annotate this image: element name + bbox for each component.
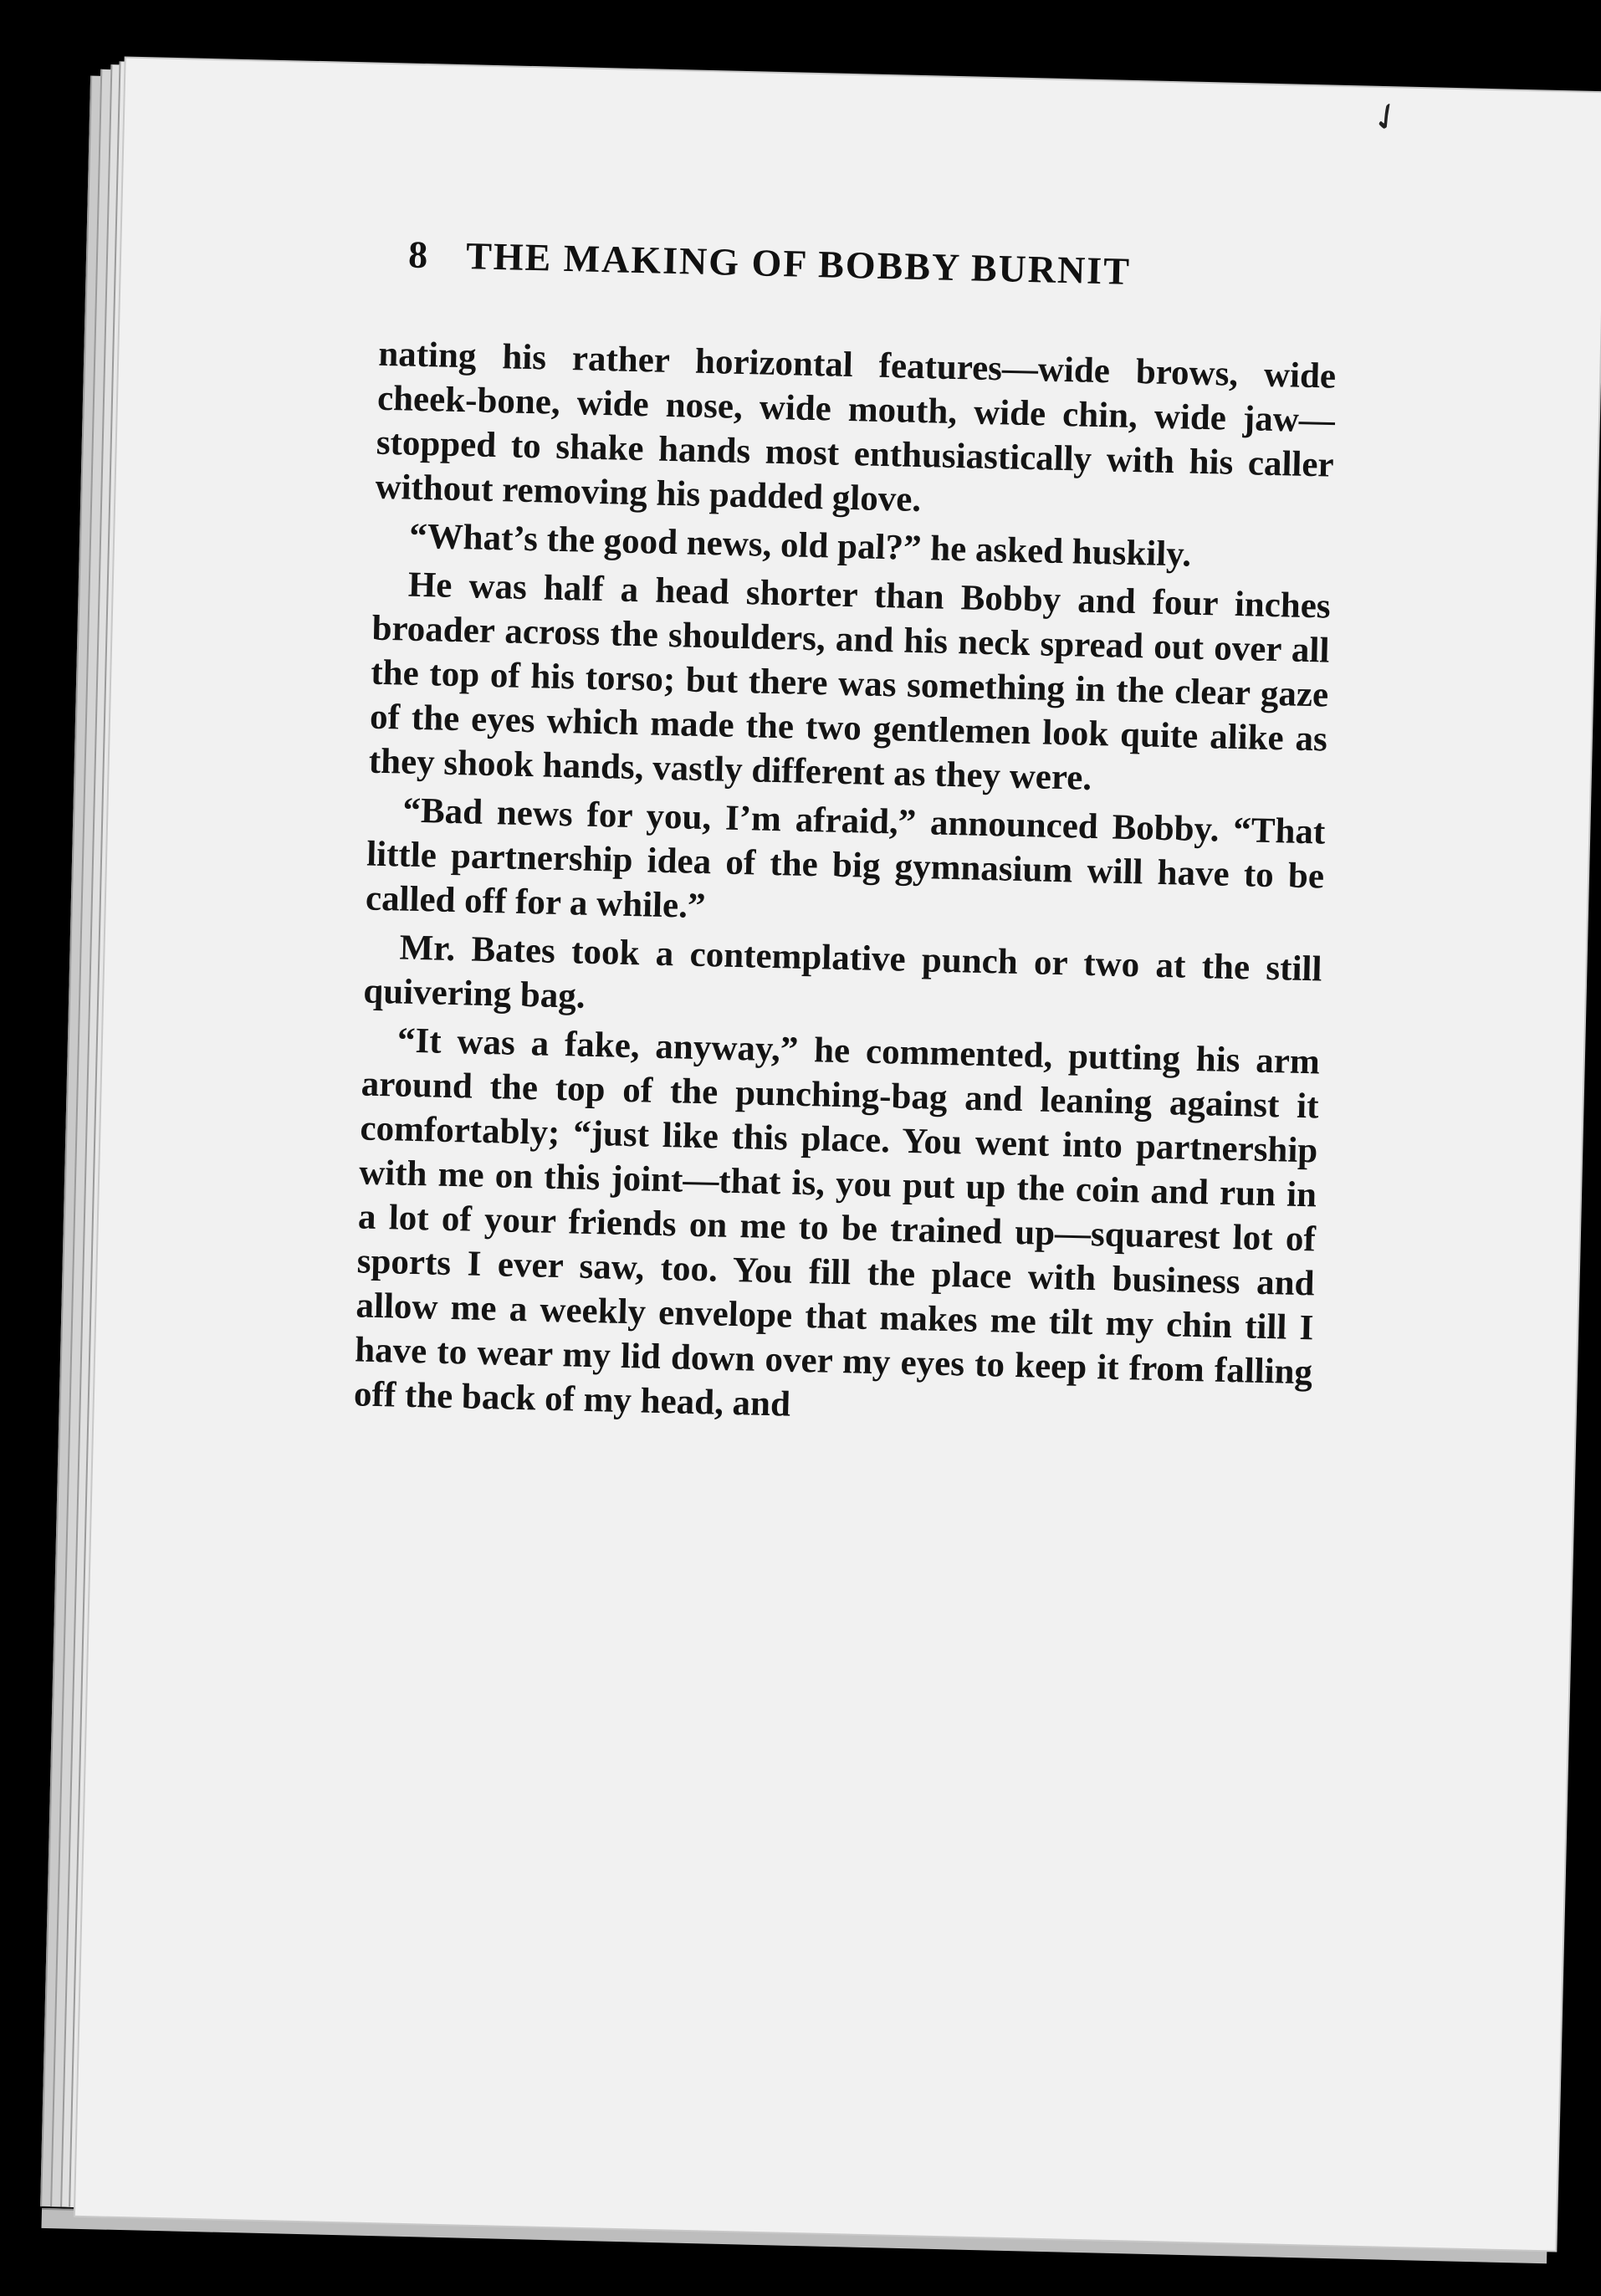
paragraph: “Bad news for you, I’m afraid,” announced Bobby. “That little partnership idea of the big gymnasium will have to be called off for a while.” — [365, 790, 1326, 927]
page-header — [408, 233, 1338, 299]
paragraph: He was half a head shorter than Bobby and four inches broader across the shoulders, and his neck spread out over all the top of his torso; but there was something in the clear gaze of the eyes which made the two gentlemen look quite alike as they shook hands, vastly different as they were. — [368, 565, 1332, 798]
page-number: 8 — [407, 233, 428, 277]
paragraph: “What’s the good news, old pal?” he asked huskily. — [408, 516, 1192, 575]
pencil-tick-mark: ✓ — [1363, 92, 1410, 143]
paragraph: Mr. Bates took a contemplative punch or two at the still quivering bag. — [362, 928, 1322, 1016]
body-text — [353, 332, 1336, 1444]
paragraph: nating his rather horizontal features—wide brows, wide cheek-bone, wide nose, wide mouth, wide chin, wide jaw—stopped to shake hands most enthusiastically with his caller without removing his padded glove. — [375, 334, 1337, 520]
book-page-stack — [75, 59, 1601, 2251]
book-page — [75, 59, 1601, 2251]
running-head: THE MAKING OF BOBBY BURNIT — [465, 234, 1132, 293]
paragraph: “It was a fake, anyway,” he commented, putting his arm around the top of the punching-bag and leaning against it comfortably; “just like this place. You went into partnership with me on this joint—that is, you put up the coin and run in a lot of your friends on me to be trained up—squarest lot of sports I ever saw, too. You fill the place with business and allow me a weekly envelope that makes me tilt my chin till I have to wear my lid down over my eyes to keep it from falling off the back of my head, and — [353, 1020, 1321, 1424]
